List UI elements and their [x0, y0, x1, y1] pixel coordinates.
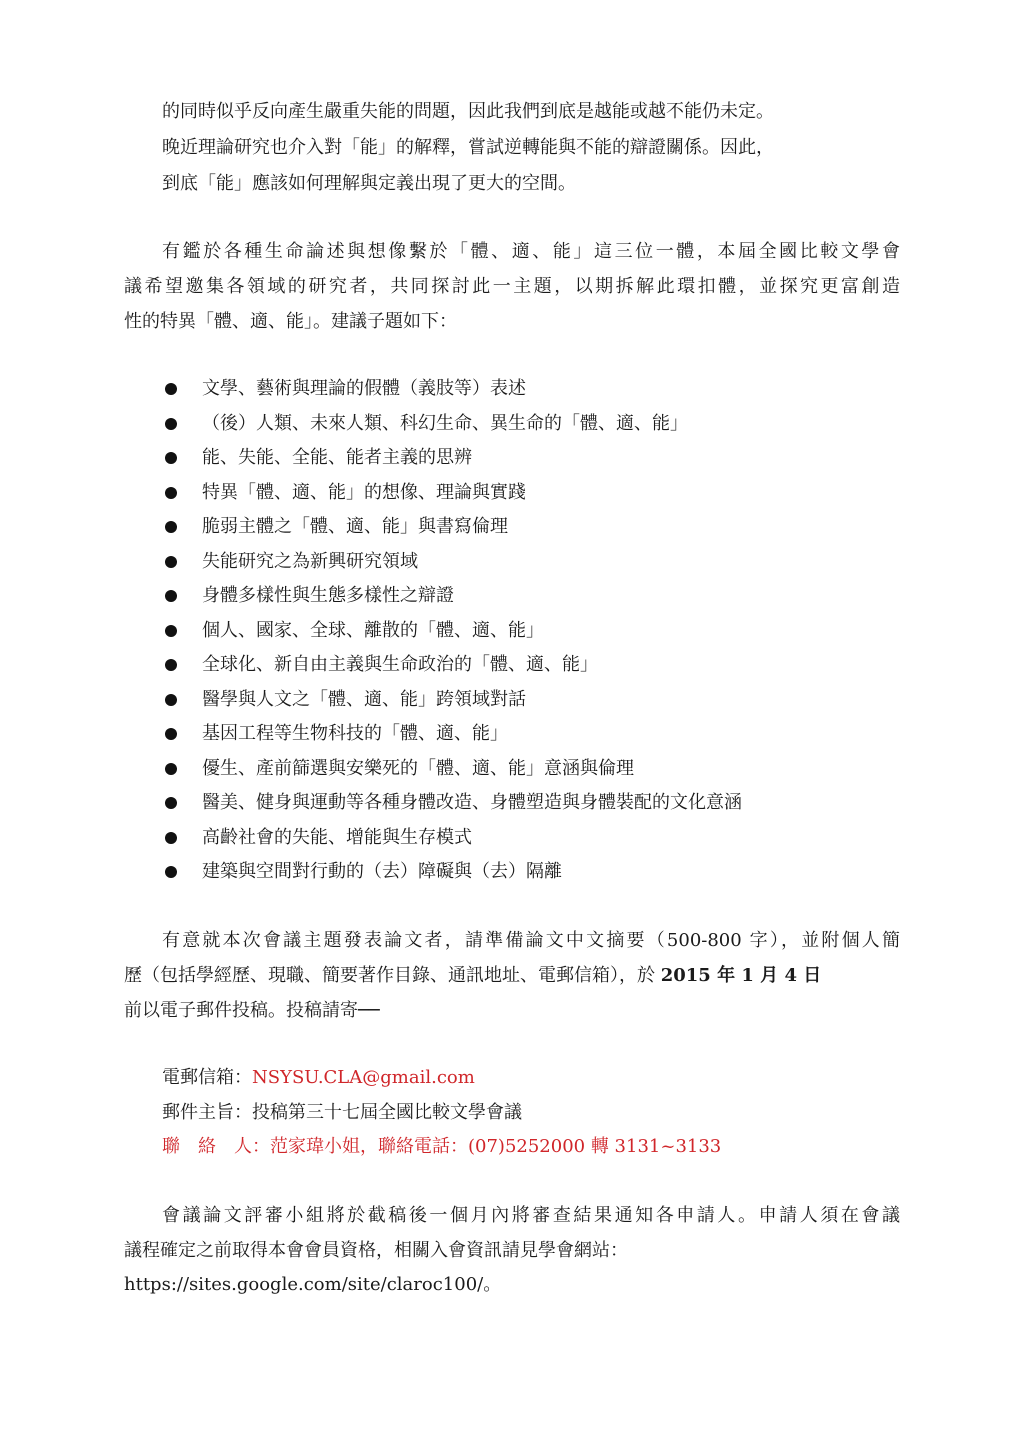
- bullet-dot-icon: [165, 797, 177, 809]
- person-label: 聯 絡 人：: [162, 1136, 270, 1157]
- review-line-2: 議程確定之前取得本會會員資格，相關入會資訊請見學會網站：: [124, 1240, 628, 1261]
- email-label: 電郵信箱：: [162, 1067, 252, 1088]
- bullet-dot-icon: [165, 659, 177, 671]
- subject-label: 郵件主旨：: [162, 1102, 252, 1123]
- review-line-3: [124, 1273, 501, 1297]
- list-item-text: 特異「體、適、能」的想像、理論與實踐: [202, 482, 526, 503]
- list-item-text: 個人、國家、全球、離散的「體、適、能」: [202, 620, 544, 641]
- list-item-text: 全球化、新自由主義與生命政治的「體、適、能」: [202, 654, 598, 675]
- person-text: 范家瑋小姐，聯絡電話：(07)5252000 轉 3131~3133: [270, 1136, 722, 1157]
- review-line-1: 會議論文評審小組將於截稿後一個月內將審查結果通知各申請人。申請人須在會議: [162, 1205, 900, 1226]
- theme-paragraph-line-1: 有鑑於各種生命論述與想像繫於「體、適、能」這三位一體，本屆全國比較文學會: [162, 241, 900, 262]
- deadline-year: 2015: [660, 965, 711, 986]
- list-item-text: 醫學與人文之「體、適、能」跨領域對話: [202, 689, 526, 710]
- intro-line-3: 到底「能」應該如何理解與定義出現了更大的空間。: [162, 173, 576, 194]
- bullet-dot-icon: [165, 832, 177, 844]
- list-item-text: 身體多樣性與生態多樣性之辯證: [202, 585, 454, 606]
- bullet-dot-icon: [165, 383, 177, 395]
- deadline-day: 4: [784, 965, 797, 986]
- submission-line-2-text: 歷（包括學經歷、現職、簡要著作目錄、通訊地址、電郵信箱），於: [124, 965, 661, 986]
- url-suffix: 。: [483, 1274, 502, 1295]
- bullet-dot-icon: [165, 694, 177, 706]
- list-item-text: （後）人類、未來人類、科幻生命、異生命的「體、適、能」: [202, 413, 688, 434]
- list-item-text: 優生、產前篩選與安樂死的「體、適、能」意涵與倫理: [202, 758, 634, 779]
- subject-text: 投稿第三十七屆全國比較文學會議: [252, 1102, 522, 1123]
- bullet-dot-icon: [165, 625, 177, 637]
- bullet-dot-icon: [165, 590, 177, 602]
- deadline-day-char: 日: [796, 965, 822, 986]
- bullet-dot-icon: [165, 452, 177, 464]
- bullet-dot-icon: [165, 556, 177, 568]
- contact-subject-row: [162, 1101, 522, 1125]
- theme-paragraph-line-3: 性的特異「體、適、能」。建議子題如下：: [124, 311, 457, 332]
- intro-line-2: 晚近理論研究也介入對「能」的解釋，嘗試逆轉能與不能的辯證關係。因此，: [162, 137, 774, 158]
- deadline-month: 1: [741, 965, 754, 986]
- list-item-text: 基因工程等生物科技的「體、適、能」: [202, 723, 508, 744]
- intro-line-1: 的同時似乎反向產生嚴重失能的問題，因此我們到底是越能或越不能仍未定。: [162, 101, 774, 122]
- submission-line-1: 有意就本次會議主題發表論文者，請準備論文中文摘要（500-800 字），並附個人簡: [162, 930, 900, 951]
- list-item-text: 醫美、健身與運動等各種身體改造、身體塑造與身體裝配的文化意涵: [202, 792, 742, 813]
- bullet-dot-icon: [165, 487, 177, 499]
- theme-paragraph-line-2: 議希望邀集各領域的研究者，共同探討此一主題，以期拆解此環扣體，並探究更富創造: [124, 276, 900, 297]
- list-item-text: 能、失能、全能、能者主義的思辨: [202, 447, 472, 468]
- submission-line-2: [124, 964, 821, 988]
- bullet-dot-icon: [165, 418, 177, 430]
- list-item-text: 建築與空間對行動的（去）障礙與（去）隔離: [202, 861, 562, 882]
- list-item-text: 高齡社會的失能、增能與生存模式: [202, 827, 472, 848]
- association-website-link[interactable]: https://sites.google.com/site/claroc100/: [124, 1274, 484, 1295]
- deadline-month-char: 月: [753, 965, 785, 986]
- bullet-dot-icon: [165, 866, 177, 878]
- submission-line-3: 前以電子郵件投稿。投稿請寄──: [124, 1000, 380, 1021]
- list-item-text: 脆弱主體之「體、適、能」與書寫倫理: [202, 516, 508, 537]
- contact-person-row: [162, 1135, 721, 1159]
- deadline-year-char: 年: [710, 965, 742, 986]
- list-item-text: 文學、藝術與理論的假體（義肢等）表述: [202, 378, 526, 399]
- bullet-dot-icon: [165, 521, 177, 533]
- bullet-dot-icon: [165, 763, 177, 775]
- contact-email-link[interactable]: NSYSU.CLA@gmail.com: [252, 1067, 475, 1088]
- bullet-dot-icon: [165, 728, 177, 740]
- list-item-text: 失能研究之為新興研究領域: [202, 551, 418, 572]
- contact-email-row: [162, 1066, 475, 1090]
